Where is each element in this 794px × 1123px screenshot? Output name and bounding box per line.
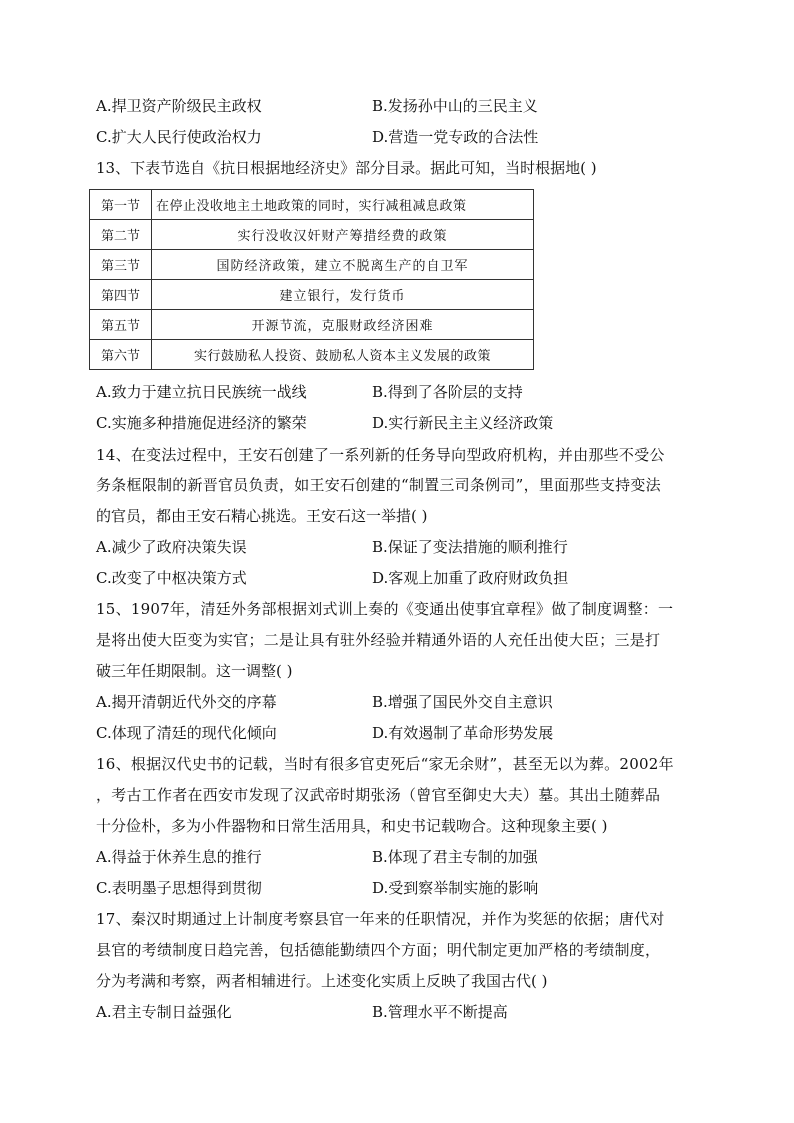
q17-options-row-1	[96, 1001, 716, 1023]
q15-options-row-1	[96, 691, 716, 713]
q16-stem-line-2: ，考古工作者在西安市发现了汉武帝时期张汤（曾官至御史大夫）墓。其出土随葬品	[96, 786, 661, 804]
q12-options-row-2	[96, 126, 716, 148]
q16-option-c[interactable]: C.表明墨子思想得到贯彻	[96, 879, 262, 897]
section-cell: 第四节	[90, 280, 152, 310]
section-cell: 第五节	[90, 310, 152, 340]
q13-option-d[interactable]: D.实行新民主主义经济政策	[372, 414, 554, 432]
q13-option-a[interactable]: A.致力于建立抗日民族统一战线	[96, 383, 307, 401]
section-title-cell: 实行没收汉奸财产筹措经费的政策	[152, 220, 534, 250]
table-row	[90, 280, 534, 310]
q12-option-c[interactable]: C.扩大人民行使政治权力	[96, 128, 262, 146]
q16-options-row-1	[96, 846, 716, 868]
q16-option-a[interactable]: A.得益于休养生息的推行	[96, 848, 262, 866]
section-cell: 第二节	[90, 220, 152, 250]
section-cell: 第三节	[90, 250, 152, 280]
q14-stem-line-3: 的官员，都由王安石精心挑选。王安石这一举措( )	[96, 507, 428, 525]
q17-stem-line-1: 17、秦汉时期通过上计制度考察县官一年来的任职情况，并作为奖惩的依据；唐代对	[96, 910, 665, 928]
q12-options-row-1	[96, 95, 716, 117]
q17-option-a[interactable]: A.君主专制日益强化	[96, 1003, 232, 1021]
q16-stem-line-1: 16、根据汉代史书的记载，当时有很多官吏死后“家无余财”，甚至无以为葬。2002年	[96, 755, 674, 773]
q13-options-row-1	[96, 381, 716, 403]
q15-option-d[interactable]: D.有效遏制了革命形势发展	[372, 724, 554, 742]
q15-stem-line-2: 是将出使大臣变为实官；二是让具有驻外经验并精通外语的人充任出使大臣；三是打	[96, 631, 661, 649]
q14-option-a[interactable]: A.减少了政府决策失误	[96, 538, 247, 556]
q14-option-c[interactable]: C.改变了中枢决策方式	[96, 569, 247, 587]
q15-stem-line-1: 15、1907年，清廷外务部根据刘式训上奏的《变通出使事宜章程》做了制度调整：一	[96, 600, 674, 618]
section-cell: 第一节	[90, 190, 152, 220]
table-row	[90, 250, 534, 280]
q14-options-row-2	[96, 567, 716, 589]
section-title-cell: 建立银行，发行货币	[152, 280, 534, 310]
q12-option-b[interactable]: B.发扬孙中山的三民主义	[372, 97, 538, 115]
q15-option-c[interactable]: C.体现了清廷的现代化倾向	[96, 724, 277, 742]
q13-options-row-2	[96, 412, 716, 434]
q16-options-row-2	[96, 877, 716, 899]
q14-stem-line-2: 务条框限制的新晋官员负责，如王安石创建的“制置三司条例司”，里面那些支持变法	[96, 476, 661, 494]
q16-option-d[interactable]: D.受到察举制实施的影响	[372, 879, 539, 897]
table-row	[90, 190, 534, 220]
table-row	[90, 310, 534, 340]
q14-option-b[interactable]: B.保证了变法措施的顺利推行	[372, 538, 568, 556]
q13-option-c[interactable]: C.实施多种措施促进经济的繁荣	[96, 414, 307, 432]
q13-option-b[interactable]: B.得到了各阶层的支持	[372, 383, 523, 401]
q14-options-row-1	[96, 536, 716, 558]
q17-stem-line-3: 分为考满和考察，两者相辅进行。上述变化实质上反映了我国古代( )	[96, 972, 548, 990]
section-title-cell: 实行鼓励私人投资、鼓励私人资本主义发展的政策	[152, 340, 534, 370]
q16-stem-line-3: 十分俭朴，多为小件器物和日常生活用具，和史书记载吻合。这种现象主要( )	[96, 817, 608, 835]
section-title-cell: 国防经济政策，建立不脱离生产的自卫军	[152, 250, 534, 280]
q16-option-b[interactable]: B.体现了君主专制的加强	[372, 848, 538, 866]
q17-option-b[interactable]: B.管理水平不断提高	[372, 1003, 508, 1021]
section-cell: 第六节	[90, 340, 152, 370]
section-title-cell: 开源节流，克服财政经济困难	[152, 310, 534, 340]
q12-option-d[interactable]: D.营造一党专政的合法性	[372, 128, 539, 146]
q15-stem-line-3: 破三年任期限制。这一调整( )	[96, 662, 293, 680]
q15-option-a[interactable]: A.揭开清朝近代外交的序幕	[96, 693, 277, 711]
q14-stem-line-1: 14、在变法过程中，王安石创建了一系列新的任务导向型政府机构，并由那些不受公	[96, 446, 665, 464]
section-title-cell: 在停止没收地主土地政策的同时，实行减租减息政策	[152, 190, 534, 220]
q15-option-b[interactable]: B.增强了国民外交自主意识	[372, 693, 553, 711]
q14-option-d[interactable]: D.客观上加重了政府财政负担	[372, 569, 569, 587]
q15-options-row-2	[96, 722, 716, 744]
table-row	[90, 340, 534, 370]
q12-option-a[interactable]: A.捍卫资产阶级民主政权	[96, 97, 262, 115]
q13-stem: 13、下表节选自《抗日根据地经济史》部分目录。据此可知，当时根据地( )	[96, 159, 597, 177]
q13-contents-table	[89, 189, 534, 370]
q17-stem-line-2: 县官的考绩制度日趋完善，包括德能勤绩四个方面；明代制定更加严格的考绩制度，	[96, 941, 661, 959]
table-row	[90, 220, 534, 250]
